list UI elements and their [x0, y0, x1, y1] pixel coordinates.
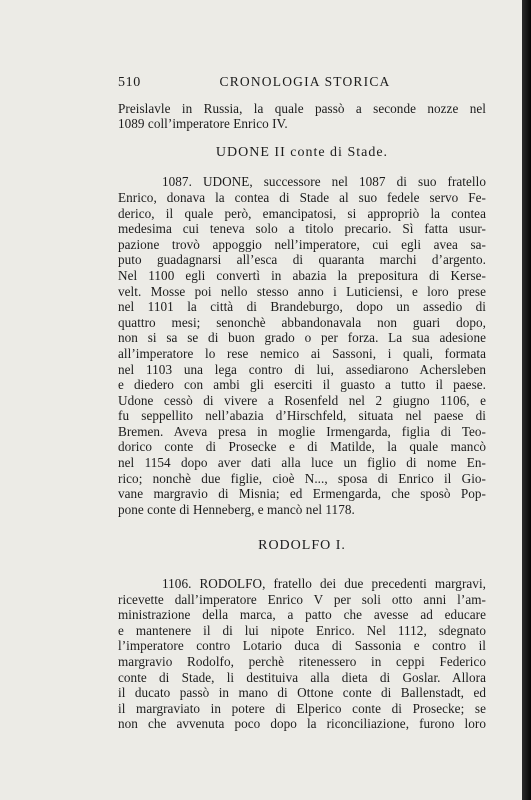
text-line: 1089 coll’imperatore Enrico IV.	[118, 116, 288, 132]
text-line: 1106. RODOLFO, fratello dei due precedenti margravi,	[162, 576, 486, 592]
text-line: e diedero con ambi gli eserciti il guasto a tutto il paese.	[118, 377, 486, 393]
text-line: rico; nonchè due figlie, cioè N..., sposa di Enrico il Gio-	[118, 470, 486, 486]
paragraph-udone	[118, 174, 486, 517]
text-line: pazione trovò appoggio nell’imperatore, cui egli avea sa-	[118, 236, 486, 252]
text-line: l’imperatore contro Lotario duca di Sassonia e contro il	[118, 638, 486, 654]
text-line: Udone cessò di vivere a Rosenfeld nel 2 giugno 1106, e	[118, 392, 486, 408]
running-title: CRONOLOGIA STORICA	[219, 74, 391, 89]
paragraph-rodolfo	[118, 576, 486, 732]
page-edge-shadow	[522, 0, 531, 800]
section-heading-rodolfo: RODOLFO I.	[258, 538, 346, 554]
text-line: ministrazione della marca, a patto che avesse ad educare	[118, 607, 486, 623]
text-line: il ducato passò in mano di Ottone conte di Ballenstadt, ed	[118, 685, 486, 701]
page-number: 510	[118, 75, 141, 90]
text-line: velt. Mosse poi nello stesso anno i Luticiensi, e loro prese	[118, 283, 486, 299]
text-line: vane margravio di Misnia; ed Ermengarda, che sposò Pop-	[118, 486, 486, 502]
text-line: il margraviato in potere di Elperico conte di Prosecke; se	[118, 700, 486, 716]
text-line: nel 1101 la città di Brandeburgo, dopo un assedio di	[118, 299, 486, 315]
text-line: all’imperatore lo rese nemico ai Sassoni, i quali, formata	[118, 345, 486, 361]
text-line: Preislavle in Russia, la quale passò a seconde nozze nel	[118, 100, 486, 116]
running-header	[118, 74, 486, 91]
text-line: derico, il quale però, emancipatosi, si appropriò la contea	[118, 205, 486, 221]
text-line: quattro mesi; senonchè abbandonavala non guari dopo,	[118, 314, 486, 330]
text-line: nel 1154 dopo aver dati alla luce un figlio di nome En-	[118, 455, 486, 471]
text-line: puto guadagnarsi all’esca di quaranta marchi d’argento.	[118, 252, 486, 268]
section-heading-udone: UDONE II conte di Stade.	[215, 144, 389, 160]
text-line: nel 1103 una lega contro di lui, assediarono Achersleben	[118, 361, 486, 377]
intro-paragraph	[118, 101, 486, 132]
text-line: conte di Stade, li destituiva alla dieta di Goslar. Allora	[118, 669, 486, 685]
text-line: non si sa se di buon grado o per forza. La sua adesione	[118, 330, 486, 346]
text-line: e mantenere il di lui nipote Enrico. Nel 1112, sdegnato	[118, 622, 486, 638]
page-text-block	[118, 74, 486, 732]
text-line: Nel 1100 egli convertì in abazia la prepositura di Kerse-	[118, 267, 486, 283]
text-line: pone conte di Henneberg, e mancò nel 1178.	[118, 501, 355, 517]
text-line: margravio Rodolfo, perchè ritenessero in ceppi Federico	[118, 654, 486, 669]
text-line: Bremen. Aveva presa in moglie Irmengarda, figlia di Teo-	[118, 423, 486, 439]
text-line: Enrico, donava la contea di Stade al suo fedele servo Fe-	[118, 189, 486, 205]
text-line: non che avvenuta poco dopo la riconciliazione, furono loro	[118, 716, 486, 732]
text-line: fu seppellito nell’abazia d’Hirschfeld, situata nel paese di	[118, 408, 486, 424]
text-line: medesima cui teneva solo a titolo precario. Sì fatta usur-	[118, 221, 486, 237]
text-line: ricevette dall’imperatore Enrico V per soli otto anni l’am-	[118, 591, 486, 607]
text-line: dorico conte di Prosecke e di Matilde, la quale mancò	[118, 439, 486, 455]
text-line: 1087. UDONE, successore nel 1087 di suo fratello	[162, 174, 486, 190]
